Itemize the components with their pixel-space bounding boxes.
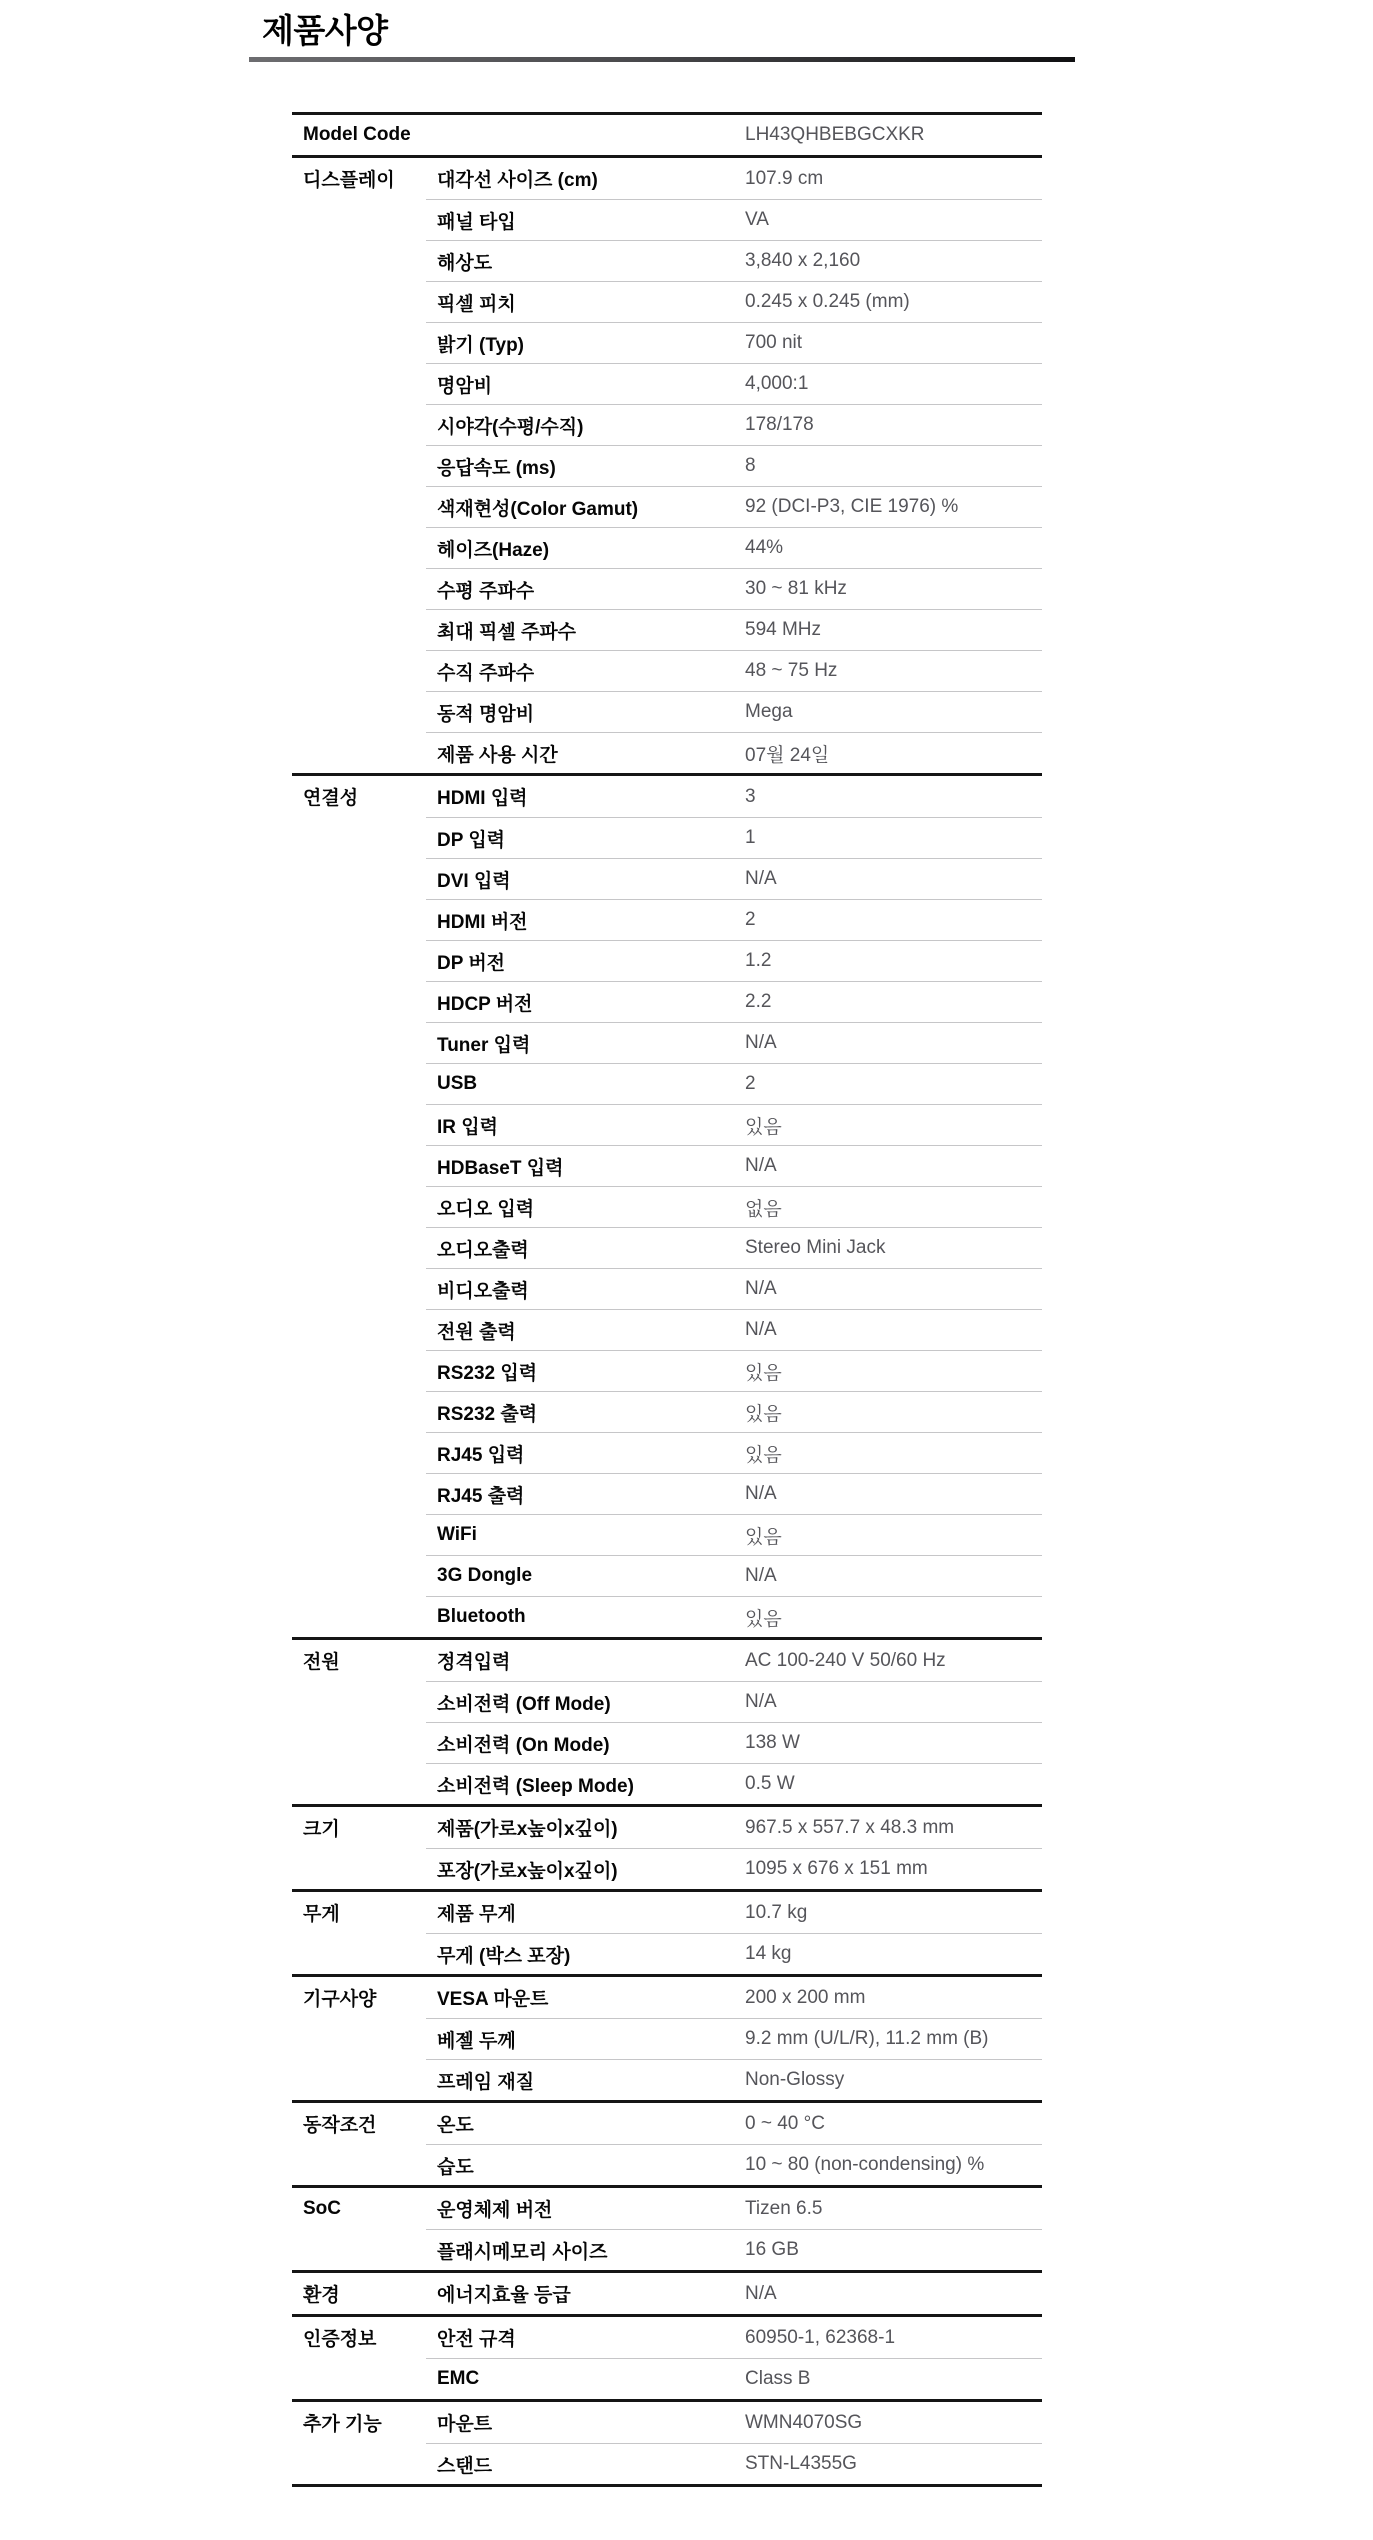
spec-name: 안전 규격 <box>437 2329 516 2350</box>
spec-value: 없음 <box>745 1186 1042 1227</box>
spec-name <box>426 115 745 155</box>
spec-name: 제품(가로x높이x깊이) <box>437 1819 618 1840</box>
table-row <box>292 115 1042 155</box>
table-row <box>292 1763 1042 1804</box>
spec-section <box>292 2100 1042 2185</box>
category-label: 연결성 <box>303 788 359 809</box>
table-row <box>292 2188 1042 2229</box>
category-label: 인증정보 <box>303 2329 377 2350</box>
spec-value: 30 ~ 81 kHz <box>745 568 1042 609</box>
category-label <box>292 940 426 981</box>
table-row <box>292 1063 1042 1104</box>
spec-value: 있음 <box>745 1514 1042 1555</box>
title-rule <box>249 57 1075 62</box>
spec-value: WMN4070SG <box>745 2411 863 2433</box>
spec-name: 수평 주파수 <box>426 568 745 609</box>
table-row <box>292 2103 1042 2144</box>
table-row <box>292 1807 1042 1848</box>
spec-value: 1 <box>745 817 1042 858</box>
spec-value: 07월 24일 <box>745 732 1042 773</box>
spec-value: 10 ~ 80 (non-condensing) % <box>745 2144 1042 2185</box>
spec-name: 제품 사용 시간 <box>426 732 745 773</box>
spec-name: 온도 <box>437 2115 474 2136</box>
spec-section <box>292 155 1042 773</box>
spec-name: 비디오출력 <box>426 1268 745 1309</box>
category-label <box>292 1933 426 1974</box>
table-row <box>292 2229 1042 2270</box>
category-label <box>292 858 426 899</box>
category-label <box>292 1596 426 1637</box>
category-label <box>292 1268 426 1309</box>
spec-name: IR 입력 <box>426 1104 745 1145</box>
spec-value: 107.9 cm <box>745 167 824 189</box>
category-label <box>292 691 426 732</box>
spec-value: 3,840 x 2,160 <box>745 240 1042 281</box>
table-row <box>292 1640 1042 1681</box>
category-label <box>292 568 426 609</box>
category-label <box>292 1514 426 1555</box>
spec-value: 9.2 mm (U/L/R), 11.2 mm (B) <box>745 2018 1042 2059</box>
category-label <box>292 1227 426 1268</box>
table-row <box>292 199 1042 240</box>
spec-value: N/A <box>745 858 1042 899</box>
spec-name: 전원 출력 <box>426 1309 745 1350</box>
table-row <box>292 527 1042 568</box>
category-label <box>292 2059 426 2100</box>
category-label <box>292 2018 426 2059</box>
spec-value: N/A <box>745 1145 1042 1186</box>
spec-name: 정격입력 <box>437 1652 511 1673</box>
table-row <box>292 1977 1042 2018</box>
spec-value: 2 <box>745 899 1042 940</box>
table-row <box>292 1022 1042 1063</box>
table-row <box>292 1391 1042 1432</box>
spec-value: Tizen 6.5 <box>745 2197 823 2219</box>
spec-value: 있음 <box>745 1391 1042 1432</box>
spec-section <box>292 2314 1042 2399</box>
table-row <box>292 691 1042 732</box>
spec-value: 2 <box>745 1063 1042 1104</box>
spec-value: 10.7 kg <box>745 1901 808 1923</box>
spec-name: HDMI 입력 <box>437 788 528 809</box>
spec-name: Bluetooth <box>426 1596 745 1637</box>
spec-name: 최대 픽셀 주파수 <box>426 609 745 650</box>
table-row <box>292 158 1042 199</box>
category-label <box>292 199 426 240</box>
table-row <box>292 240 1042 281</box>
spec-name: DP 입력 <box>426 817 745 858</box>
spec-value: Mega <box>745 691 1042 732</box>
spec-value: N/A <box>745 1555 1042 1596</box>
category-label <box>292 486 426 527</box>
table-row <box>292 1848 1042 1889</box>
category-label <box>292 404 426 445</box>
table-row <box>292 281 1042 322</box>
spec-name: RJ45 출력 <box>426 1473 745 1514</box>
category-label <box>292 1186 426 1227</box>
category-label <box>292 1309 426 1350</box>
spec-name: 색재현성(Color Gamut) <box>426 486 745 527</box>
spec-value: N/A <box>745 1473 1042 1514</box>
spec-value: 0 ~ 40 °C <box>745 2112 825 2134</box>
spec-name: RS232 출력 <box>426 1391 745 1432</box>
category-label: 기구사양 <box>303 1989 377 2010</box>
spec-name: 스탠드 <box>426 2443 745 2484</box>
category-label <box>292 2144 426 2185</box>
table-row <box>292 404 1042 445</box>
table-row <box>292 486 1042 527</box>
spec-value: 1.2 <box>745 940 1042 981</box>
spec-value: N/A <box>745 1309 1042 1350</box>
table-row <box>292 363 1042 404</box>
table-row <box>292 609 1042 650</box>
spec-name: 밝기 (Typ) <box>426 322 745 363</box>
category-label <box>292 1473 426 1514</box>
spec-name: 응답속도 (ms) <box>426 445 745 486</box>
spec-value: 178/178 <box>745 404 1042 445</box>
spec-value: 있음 <box>745 1350 1042 1391</box>
category-label <box>292 1432 426 1473</box>
spec-name: 3G Dongle <box>426 1555 745 1596</box>
spec-name: 습도 <box>426 2144 745 2185</box>
spec-name: 마운트 <box>437 2414 493 2435</box>
spec-value: 60950-1, 62368-1 <box>745 2326 896 2348</box>
spec-value: 138 W <box>745 1722 1042 1763</box>
spec-name: VESA 마운트 <box>437 1989 549 2010</box>
spec-name: 동적 명암비 <box>426 691 745 732</box>
spec-value: AC 100-240 V 50/60 Hz <box>745 1649 946 1671</box>
spec-name: EMC <box>426 2358 745 2399</box>
category-label <box>292 445 426 486</box>
spec-name: 소비전력 (Off Mode) <box>426 1681 745 1722</box>
table-row <box>292 899 1042 940</box>
table-row <box>292 940 1042 981</box>
spec-value: 1095 x 676 x 151 mm <box>745 1848 1042 1889</box>
category-label <box>292 363 426 404</box>
spec-value: 16 GB <box>745 2229 1042 2270</box>
table-row <box>292 322 1042 363</box>
spec-value: 48 ~ 75 Hz <box>745 650 1042 691</box>
table-row <box>292 1309 1042 1350</box>
category-label <box>292 1145 426 1186</box>
category-label <box>292 1681 426 1722</box>
table-row <box>292 2358 1042 2399</box>
spec-name: USB <box>426 1063 745 1104</box>
spec-value: N/A <box>745 2282 777 2304</box>
spec-value: 있음 <box>745 1104 1042 1145</box>
table-row <box>292 1933 1042 1974</box>
table-row <box>292 2059 1042 2100</box>
category-label <box>292 1063 426 1104</box>
spec-name: WiFi <box>426 1514 745 1555</box>
table-row <box>292 1596 1042 1637</box>
spec-name: 에너지효율 등급 <box>437 2285 571 2306</box>
spec-value: 200 x 200 mm <box>745 1986 866 2008</box>
spec-name: 픽셀 피치 <box>426 281 745 322</box>
table-row <box>292 1514 1042 1555</box>
spec-section <box>292 2399 1042 2484</box>
spec-section <box>292 1974 1042 2100</box>
category-label: 동작조건 <box>303 2115 377 2136</box>
spec-name: 소비전력 (On Mode) <box>426 1722 745 1763</box>
spec-name: 패널 타입 <box>426 199 745 240</box>
spec-value: Non-Glossy <box>745 2059 1042 2100</box>
category-label <box>292 1848 426 1889</box>
table-row <box>292 1145 1042 1186</box>
category-label <box>292 322 426 363</box>
category-label <box>292 650 426 691</box>
spec-value: 700 nit <box>745 322 1042 363</box>
table-row <box>292 1473 1042 1514</box>
spec-name: HDCP 버전 <box>426 981 745 1022</box>
spec-name: 소비전력 (Sleep Mode) <box>426 1763 745 1804</box>
spec-name: DP 버전 <box>426 940 745 981</box>
table-row <box>292 1104 1042 1145</box>
category-label <box>292 1022 426 1063</box>
spec-value: N/A <box>745 1681 1042 1722</box>
spec-value: 594 MHz <box>745 609 1042 650</box>
table-row <box>292 2402 1042 2443</box>
table-row <box>292 650 1042 691</box>
spec-value: 3 <box>745 785 756 807</box>
spec-value: STN-L4355G <box>745 2443 1042 2484</box>
spec-value: VA <box>745 199 1042 240</box>
spec-name: 플래시메모리 사이즈 <box>426 2229 745 2270</box>
category-label <box>292 899 426 940</box>
spec-section <box>292 773 1042 1637</box>
spec-name: 해상도 <box>426 240 745 281</box>
category-label <box>292 2443 426 2484</box>
spec-name: HDBaseT 입력 <box>426 1145 745 1186</box>
category-label <box>292 981 426 1022</box>
spec-section <box>292 2270 1042 2314</box>
table-row <box>292 445 1042 486</box>
table-row <box>292 2273 1042 2314</box>
spec-value: N/A <box>745 1268 1042 1309</box>
table-row <box>292 732 1042 773</box>
spec-value: 0.245 x 0.245 (mm) <box>745 281 1042 322</box>
table-row <box>292 1555 1042 1596</box>
spec-name: 오디오 입력 <box>426 1186 745 1227</box>
table-row <box>292 1268 1042 1309</box>
table-row <box>292 1350 1042 1391</box>
category-label <box>292 281 426 322</box>
spec-value: 967.5 x 557.7 x 48.3 mm <box>745 1816 955 1838</box>
table-row <box>292 1227 1042 1268</box>
table-row <box>292 2018 1042 2059</box>
category-label <box>292 609 426 650</box>
category-label <box>292 240 426 281</box>
spec-value: 8 <box>745 445 1042 486</box>
table-row <box>292 2443 1042 2484</box>
category-label <box>292 1555 426 1596</box>
table-row <box>292 1432 1042 1473</box>
category-label <box>292 1391 426 1432</box>
table-row <box>292 817 1042 858</box>
category-label: 디스플레이 <box>303 170 395 191</box>
spec-value: 4,000:1 <box>745 363 1042 404</box>
spec-value: 14 kg <box>745 1933 1042 1974</box>
table-row <box>292 1681 1042 1722</box>
spec-value: 2.2 <box>745 981 1042 1022</box>
spec-section <box>292 1804 1042 1889</box>
spec-name: RJ45 입력 <box>426 1432 745 1473</box>
spec-section <box>292 1889 1042 1974</box>
spec-name: 헤이즈(Haze) <box>426 527 745 568</box>
spec-name: 수직 주파수 <box>426 650 745 691</box>
table-row <box>292 981 1042 1022</box>
category-label: 추가 기능 <box>303 2414 382 2435</box>
table-row <box>292 776 1042 817</box>
category-label <box>292 732 426 773</box>
table-row <box>292 2317 1042 2358</box>
spec-section <box>292 2185 1042 2270</box>
spec-name: 포장(가로x높이x깊이) <box>426 1848 745 1889</box>
spec-section <box>292 1637 1042 1804</box>
spec-name: DVI 입력 <box>426 858 745 899</box>
table-row <box>292 568 1042 609</box>
spec-name: 운영체제 버전 <box>437 2200 553 2221</box>
category-label: 무게 <box>303 1904 340 1925</box>
table-row <box>292 2144 1042 2185</box>
spec-value: N/A <box>745 1022 1042 1063</box>
category-label <box>292 2229 426 2270</box>
spec-name: HDMI 버전 <box>426 899 745 940</box>
spec-section <box>292 115 1042 155</box>
spec-value: Class B <box>745 2358 1042 2399</box>
spec-value: LH43QHBEBGCXKR <box>745 124 925 145</box>
spec-name: 오디오출력 <box>426 1227 745 1268</box>
table-row <box>292 1892 1042 1933</box>
spec-value: 92 (DCI-P3, CIE 1976) % <box>745 486 1042 527</box>
category-label: SoC <box>303 2197 341 2219</box>
category-label: 전원 <box>303 1652 340 1673</box>
category-label <box>292 527 426 568</box>
spec-value: Stereo Mini Jack <box>745 1227 1042 1268</box>
spec-name: Tuner 입력 <box>426 1022 745 1063</box>
spec-value: 있음 <box>745 1432 1042 1473</box>
category-label <box>292 1722 426 1763</box>
spec-name: 베젤 두께 <box>426 2018 745 2059</box>
spec-name: 대각선 사이즈 (cm) <box>437 170 598 191</box>
page-title: 제품사양 <box>262 12 388 49</box>
category-label <box>292 1763 426 1804</box>
table-row <box>292 1186 1042 1227</box>
spec-name: 제품 무게 <box>437 1904 516 1925</box>
spec-value: 있음 <box>745 1596 1042 1637</box>
spec-name: 무게 (박스 포장) <box>426 1933 745 1974</box>
category-label: 크기 <box>303 1819 340 1840</box>
category-label <box>292 1104 426 1145</box>
category-label: Model Code <box>303 124 411 145</box>
table-row <box>292 1722 1042 1763</box>
spec-name: 시야각(수평/수직) <box>426 404 745 445</box>
spec-value: 0.5 W <box>745 1763 1042 1804</box>
table-row <box>292 858 1042 899</box>
category-label <box>292 1350 426 1391</box>
spec-name: 프레임 재질 <box>426 2059 745 2100</box>
spec-name: RS232 입력 <box>426 1350 745 1391</box>
category-label <box>292 817 426 858</box>
spec-name: 명암비 <box>426 363 745 404</box>
category-label: 환경 <box>303 2285 340 2306</box>
category-label <box>292 2358 426 2399</box>
spec-table <box>292 112 1042 2487</box>
spec-value: 44% <box>745 527 1042 568</box>
